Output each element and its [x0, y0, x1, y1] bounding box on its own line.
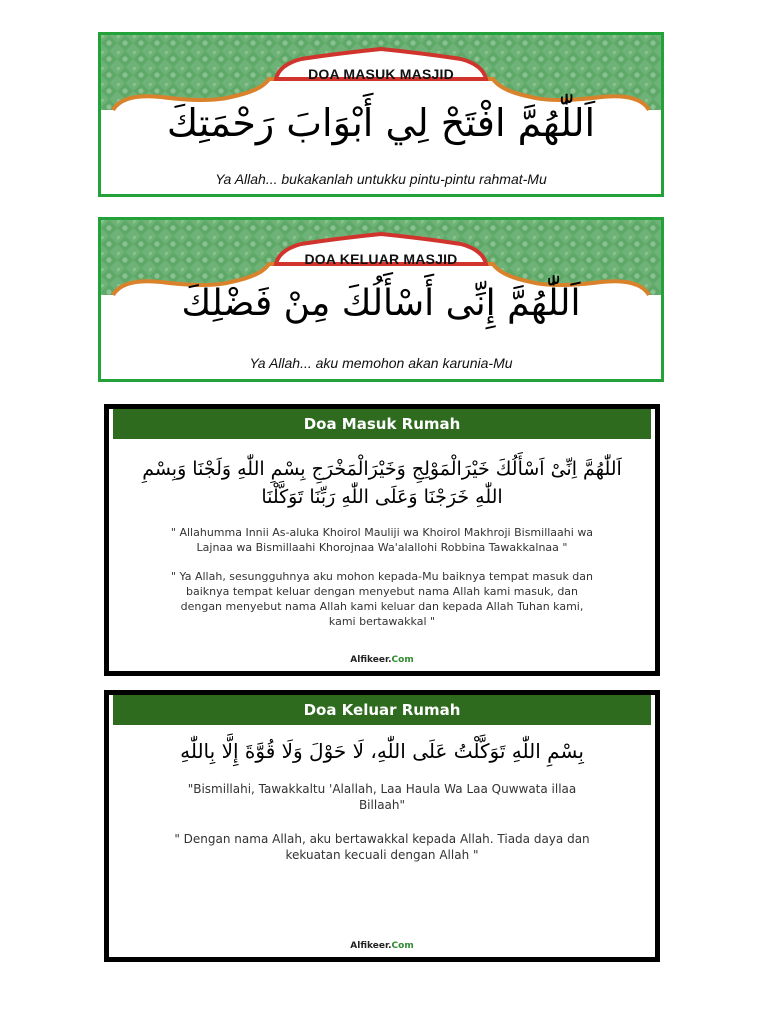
source-domain: Com	[391, 655, 414, 665]
prayer-translation: Ya Allah... bukakanlah untukku pintu-pintu rahmat-Mu	[215, 171, 547, 187]
banner-title: DOA KELUAR MASJID	[304, 251, 458, 267]
banner-doa-masuk-masjid	[98, 32, 664, 197]
source-credit	[109, 655, 655, 665]
latin-transliteration: " Allahumma Innii As-aluka Khoirol Mauliji wa Khoirol Makhroji Bismillaahi wa Lajnaa wa Bismillaahi Khorojnaa Wa'alallohi Robbina Tawakkalnaa "	[170, 526, 594, 554]
prayer-meaning: " Dengan nama Allah, aku bertawakkal kepada Allah. Tiada daya dan kekuatan kecuali dengan Allah "	[174, 832, 590, 862]
arabic-prayer-text: اَللّٰهُمَّ افْتَحْ لِي أَبْوَابَ رَحْمَتِكَ	[166, 101, 596, 145]
banner-doa-keluar-masjid	[98, 217, 664, 382]
source-credit	[109, 941, 655, 951]
latin-transliteration: "Bismillahi, Tawakkaltu 'Alallah, Laa Haula Wa Laa Quwwata illaa Billaah"	[187, 782, 577, 812]
prayer-meaning: " Ya Allah, sesungguhnya aku mohon kepada-Mu baiknya tempat masuk dan baiknya tempat keluar dengan menyebut nama Allah kami masuk, dan dengan menyebut nama Allah kami keluar dan kepada Allah Tuhan kami, kami bertawakkal "	[170, 570, 594, 628]
prayer-translation: Ya Allah... aku memohon akan karunia-Mu	[249, 355, 513, 371]
arabic-prayer-text: اَللّٰهُمَّ اِنِّىْ اَسْأَلُكَ خَيْرَالْمَوْلِجِ وَخَيْرَالْمَخْرَجِ بِسْمِ اللّٰهِ وَلَجْنَا وَبِسْمِ اللّٰهِ خَرَجْنَا وَعَلَى اللّٰهِ رَبِّنَا تَوَكَّلْنَا	[142, 458, 622, 508]
card-header: Doa Masuk Rumah	[113, 409, 651, 439]
arabic-prayer-text: بِسْمِ اللّٰهِ تَوَكَّلْتُ عَلَى اللّٰهِ، لَا حَوْلَ وَلَا قُوَّةَ إِلَّا بِاللّٰهِ	[180, 739, 584, 763]
source-name: Alfikeer.	[350, 941, 392, 951]
source-name: Alfikeer.	[350, 655, 392, 665]
source-domain: Com	[391, 941, 414, 951]
card-header: Doa Keluar Rumah	[113, 695, 651, 725]
card-doa-keluar-rumah	[104, 690, 660, 962]
card-doa-masuk-rumah	[104, 404, 660, 676]
banner-title: DOA MASUK MASJID	[308, 66, 454, 82]
arabic-prayer-text: اَللّٰهُمَّ إِنِّى أَسْأَلُكَ مِنْ فَضْلِكَ	[181, 283, 581, 324]
